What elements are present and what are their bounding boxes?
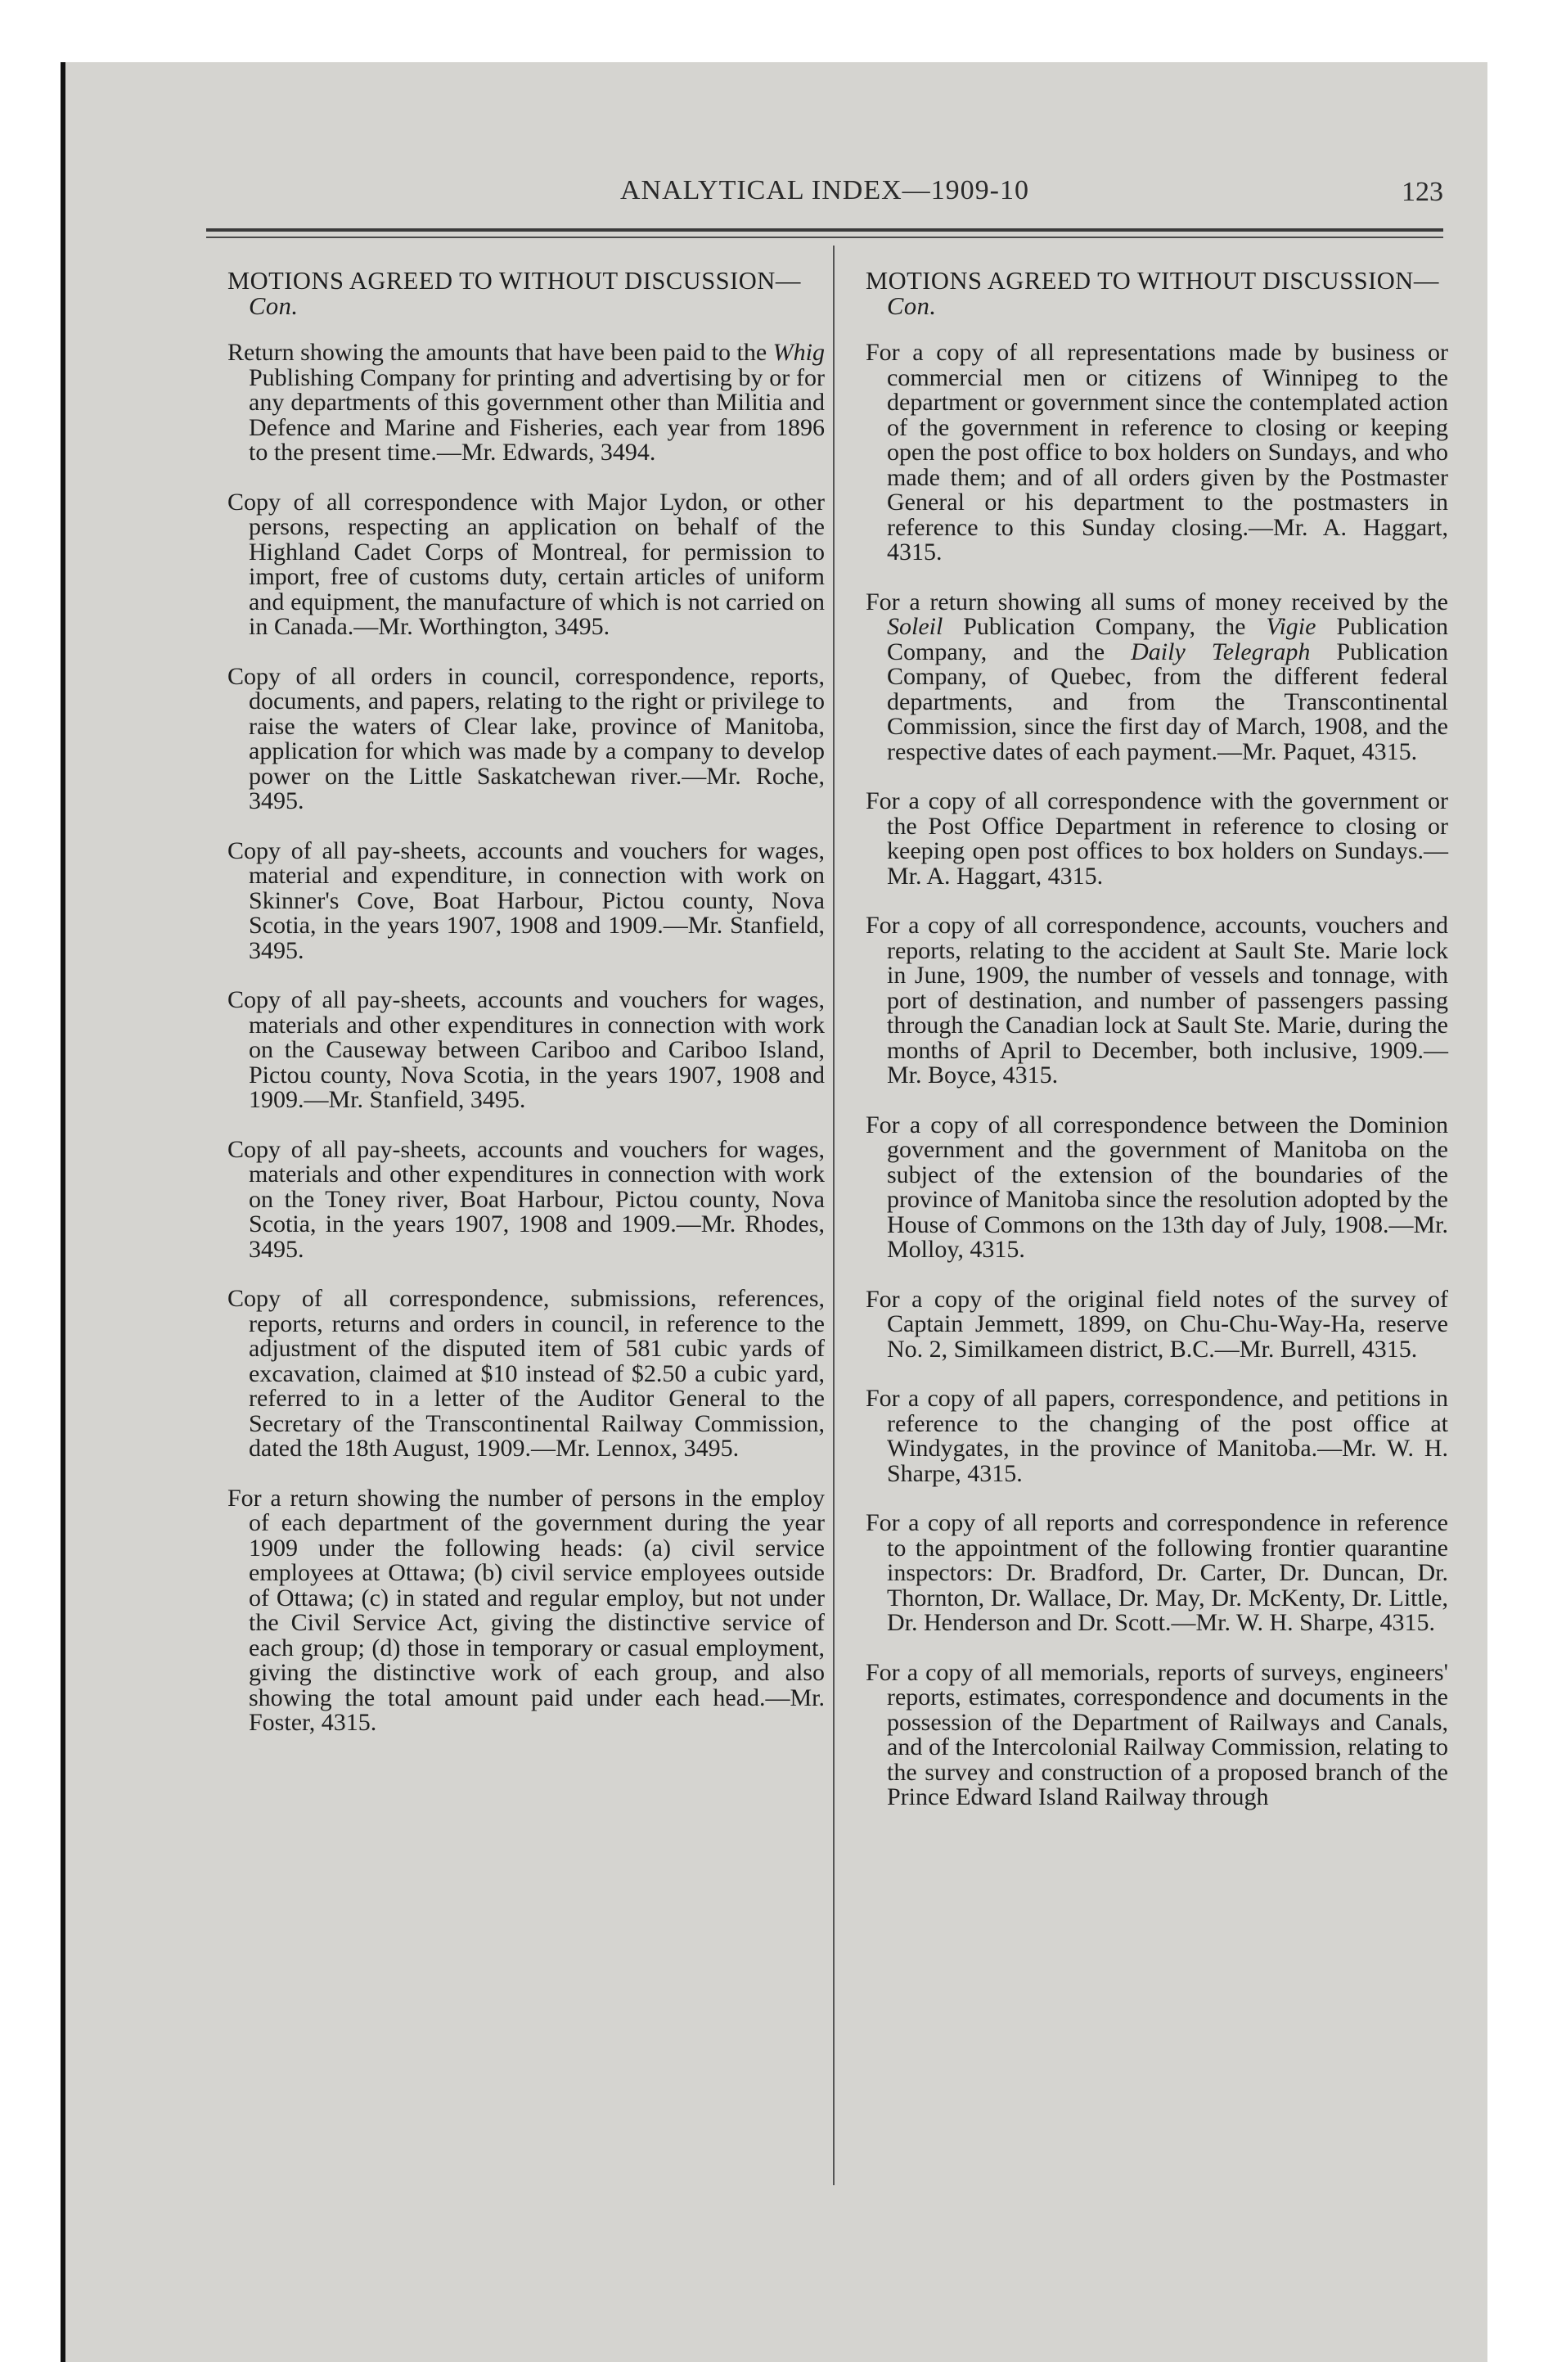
index-entry: For a return showing the number of persons in the employ of each department of the government during the year 1909 under the following heads: (a) civil service employees at Ottawa; (b) civil service employees outside of Ottawa; (c) in stated and regular employ, but not under the Civil Service Act, giving the distinctive service of each group; (d) those in temporary or casual employment, giving the distinctive work of each group, and also showing the total amount paid under each head.—Mr. Foster, 4315. <box>227 1484 825 1736</box>
index-entry <box>227 340 825 466</box>
index-entry: For a copy of all correspondence with the government or the Post Office Department in reference to closing or keeping open post offices to box holders on Sundays.—Mr. A. Haggart, 4315. <box>866 787 1448 890</box>
section-heading-con: Con. <box>249 292 299 320</box>
header-rule-thick <box>206 228 1443 232</box>
index-entry: Copy of all pay-sheets, accounts and vouchers for wages, materials and other expenditures in connection with work on the Toney river, Boat Harbour, Pictou county, Nova Scotia, in the years 1907, 1908 and 1909.—Mr. Rhodes, 3495. <box>227 1135 825 1263</box>
index-entry: Copy of all pay-sheets, accounts and vouchers for wages, material and expenditure, in connection with work on Skinner's Cove, Boat Harbour, Pictou county, Nova Scotia, in the years 1907, 1908 and 1909.—Mr. Stanfield, 3495. <box>227 836 825 964</box>
running-title: ANALYTICAL INDEX—1909-10 <box>620 175 1029 205</box>
header-rule-thin <box>206 237 1443 238</box>
entry-text: Publication Company, of Quebec, from the different federal departments, and from the Transcontinental Commission, since the first day of March, 1908, and the respective dates of each payment.—Mr. Paquet, 4315. <box>887 638 1448 765</box>
left-column <box>227 268 825 1760</box>
entry-text: For a return showing all sums of money received by the <box>866 588 1448 615</box>
page-header <box>206 108 1443 207</box>
index-entry: For a copy of all correspondence, accounts, vouchers and reports, relating to the accident at Sault Ste. Marie lock in June, 1909, the number of vessels and tonnage, with port of destination, and number of passengers passing through the Canadian lock at Sault Ste. Marie, during the months of April to December, both inclusive, 1909.—Mr. Boyce, 4315. <box>866 912 1448 1089</box>
section-heading-text: MOTIONS AGREED TO WITHOUT DISCUSSION— <box>227 267 801 295</box>
entry-italic: Soleil <box>887 613 943 640</box>
entry-italic: Daily Telegraph <box>1131 638 1311 665</box>
index-entry: Copy of all pay-sheets, accounts and vouchers for wages, materials and other expenditures in connection with work on the Causeway between Cariboo and Cariboo Island, Pictou county, Nova Scotia, in the years 1907, 1908 and 1909.—Mr. Stanfield, 3495. <box>227 986 825 1113</box>
index-entry <box>866 590 1448 765</box>
section-heading-text: MOTIONS AGREED TO WITHOUT DISCUSSION— <box>866 267 1439 295</box>
index-entry: For a copy of all representations made by business or commercial men or citizens of Winnipeg to the department or government since the contemplated action of the government in reference to closing or keeping open the post office to box holders on Sundays, and who made them; and of all orders given by the Postmaster General or his department to the postmasters in reference to this Sunday closing.—Mr. A. Haggart, 4315. <box>866 339 1448 566</box>
index-entry: For a copy of all papers, correspondence, and petitions in reference to the changing of the post office at Windygates, in the province of Manitoba.—Mr. W. H. Sharpe, 4315. <box>866 1385 1448 1487</box>
index-entry: Copy of all correspondence with Major Lydon, or other persons, respecting an application on behalf of the Highland Cadet Corps of Montreal, for permission to import, free of customs duty, certain articles of uniform and equipment, the manufacture of which is not carried on in Canada.—Mr. Worthington, 3495. <box>227 488 825 640</box>
entry-text: Return showing the amounts that have been paid to the <box>227 339 773 366</box>
entry-italic: Whig <box>772 339 825 366</box>
index-entry: Copy of all orders in council, correspondence, reports, documents, and papers, relating to the right or privilege to raise the waters of Clear lake, province of Manitoba, application for which was made by a company to develop power on the Little Saskatchewan river.—Mr. Roche, 3495. <box>227 662 825 814</box>
column-divider <box>833 246 835 2185</box>
entry-text: Publication Company, and the <box>887 613 1448 665</box>
entry-text: Publication Company, the <box>943 613 1267 640</box>
section-heading-con: Con. <box>887 292 937 320</box>
page-number: 123 <box>1402 177 1443 207</box>
section-heading <box>866 268 1448 319</box>
index-entry: For a copy of the original field notes of the survey of Captain Jemmett, 1899, on Chu-Chu-Way-Ha, reserve No. 2, Similkameen district, B.C.—Mr. Burrell, 4315. <box>866 1285 1448 1363</box>
right-column <box>866 268 1448 1835</box>
index-entry: For a copy of all correspondence between the Dominion government and the government of Manitoba on the subject of the extension of the boundaries of the province of Manitoba since the resolution adopted by the House of Commons on the 13th day of July, 1908.—Mr. Molloy, 4315. <box>866 1111 1448 1263</box>
section-heading <box>227 268 825 319</box>
entry-italic: Vigie <box>1266 613 1316 640</box>
index-entry: For a copy of all reports and correspondence in reference to the appointment of the following frontier quarantine inspectors: Dr. Bradford, Dr. Carter, Dr. Duncan, Dr. Thornton, Dr. Wallace, Dr. May, Dr. McKenty, Dr. Little, Dr. Henderson and Dr. Scott.—Mr. W. H. Sharpe, 4315. <box>866 1509 1448 1636</box>
index-entry: For a copy of all memorials, reports of surveys, engineers' reports, estimates, correspondence and documents in the possession of the Department of Railways and Canals, and of the Intercolonial Railway Commission, relating to the survey and construction of a proposed branch of the Prince Edward Island Railway through <box>866 1658 1448 1810</box>
index-entry: Copy of all correspondence, submissions, references, reports, returns and orders in council, in reference to the adjustment of the disputed item of 581 cubic yards of excavation, claimed at $10 instead of $2.50 a cubic yard, referred to in a letter of the Auditor General to the Secretary of the Transcontinental Railway Commission, dated the 18th August, 1909.—Mr. Lennox, 3495. <box>227 1285 825 1462</box>
entry-text: Publishing Company for printing and advertising by or for any departments of this government other than Militia and Defence and Marine and Fisheries, each year from 1896 to the present time.—Mr. Edwards, 3494. <box>249 363 825 466</box>
